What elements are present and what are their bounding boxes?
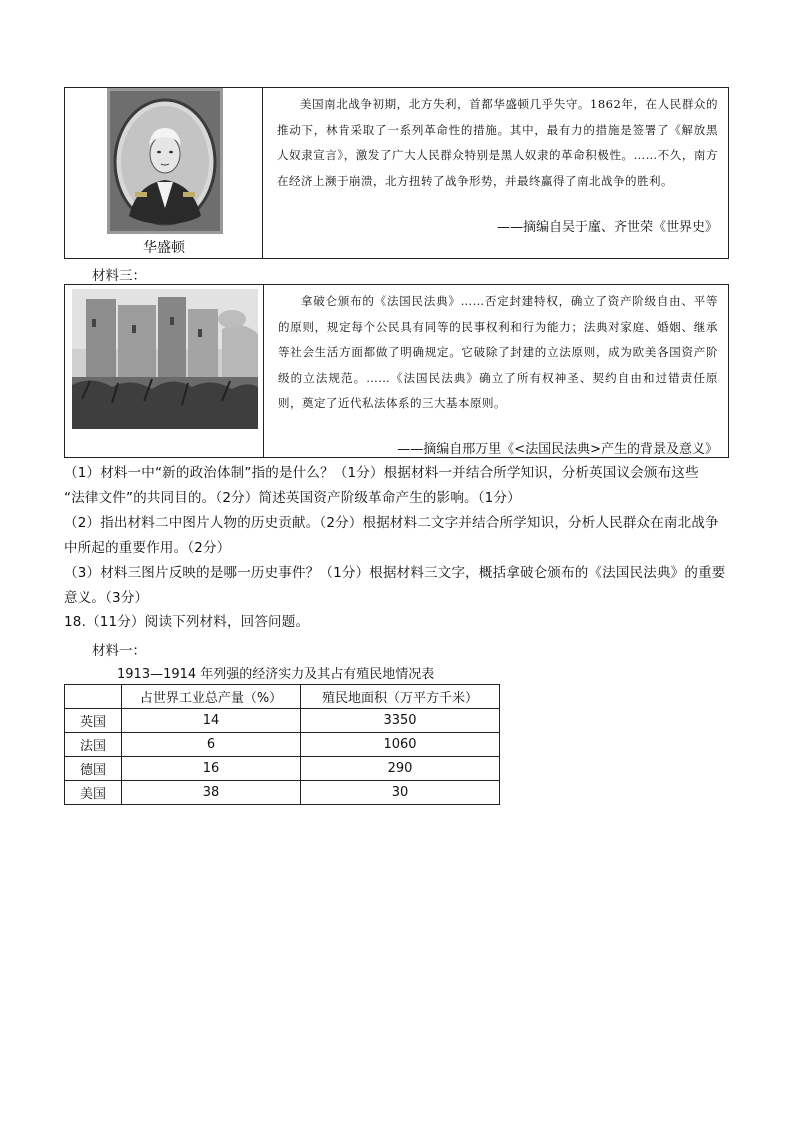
- table-cell-industry: 6: [122, 733, 301, 757]
- material3-box: [64, 284, 729, 458]
- material2-box: [64, 87, 729, 259]
- q2-line1: （2）指出材料二中图片人物的历史贡献。（2分）根据材料二文字并结合所学知识，分析人民群众在南北战争: [64, 515, 719, 531]
- material3-text-cell: [264, 285, 728, 457]
- table-cell-colony-area: 290: [301, 757, 500, 781]
- bastille-image-cell: [65, 285, 264, 457]
- table-row: [65, 709, 500, 733]
- table-row: [65, 757, 500, 781]
- colonies-table: [64, 684, 500, 805]
- table-cell-country: 美国: [65, 781, 122, 805]
- q18-material1-label: 材料一：: [92, 643, 146, 659]
- table-row: [65, 733, 500, 757]
- table-header-row: [65, 685, 500, 709]
- table-header-colony-area: 殖民地面积（万平方千米）: [301, 685, 500, 709]
- material3-text: 拿破仑颁布的《法国民法典》……否定封建特权，确立了资产阶级自由、平等的原则，规定每个公民具有同等的民事权利和行为能力；法典对家庭、婚姻、继承等社会生活方面都做了明确规定。它破除了封建的立法原则，成为欧美各国资产阶级的立法规范。……《法国民法典》确立了所有权神圣、契约自由和过错责任原则，奠定了近代私法体系的三大基本原则。: [278, 294, 718, 410]
- table-row: [65, 781, 500, 805]
- table-caption: 1913—1914 年列强的经济实力及其占有殖民地情况表: [117, 667, 435, 682]
- storming-of-bastille-image: [72, 289, 258, 429]
- table-header-country: [65, 685, 122, 709]
- material3-label: 材料三：: [92, 268, 146, 284]
- washington-portrait-image: [107, 88, 223, 234]
- table-cell-country: 德国: [65, 757, 122, 781]
- material2-source: ——摘编自吴于廑、齐世荣《世界史》: [496, 220, 718, 235]
- table-cell-country: 法国: [65, 733, 122, 757]
- q1-line2: “法律文件”的共同目的。（2分）简述英国资产阶级革命产生的影响。（1分）: [64, 490, 521, 506]
- table-cell-colony-area: 3350: [301, 709, 500, 733]
- table-cell-industry: 38: [122, 781, 301, 805]
- material3-source: ——摘编自邢万里《<法国民法典>产生的背景及意义》: [397, 442, 718, 457]
- table-cell-industry: 16: [122, 757, 301, 781]
- table-header-industry: 占世界工业总产量（%）: [122, 685, 301, 709]
- table-cell-industry: 14: [122, 709, 301, 733]
- portrait-cell: [65, 88, 263, 258]
- table-cell-colony-area: 1060: [301, 733, 500, 757]
- q2-line2: 中所起的重要作用。（2分）: [64, 540, 231, 556]
- q3-line1: （3）材料三图片反映的是哪一历史事件？（1分）根据材料三文字，概括拿破仑颁布的《法国民法典》的重要: [64, 565, 726, 581]
- q3-line2: 意义。（3分）: [64, 590, 149, 606]
- material2-text: 美国南北战争初期，北方失利，首都华盛顿几乎失守。1862年，在人民群众的推动下，林肯采取了一系列革命性的措施。其中，最有力的措施是签署了《解放黑人奴隶宣言》，激发了广大人民群众特别是黑人奴隶的革命积极性。……不久，南方在经济上濒于崩溃，北方扭转了战争形势，并最终赢得了南北战争的胜利。: [277, 97, 718, 188]
- portrait-caption: 华盛顿: [143, 240, 185, 256]
- table-cell-colony-area: 30: [301, 781, 500, 805]
- q18-heading: 18.（11分）阅读下列材料，回答问题。: [64, 614, 310, 630]
- table-cell-country: 英国: [65, 709, 122, 733]
- material2-text-cell: [263, 88, 728, 258]
- q1-line1: （1）材料一中“新的政治体制”指的是什么？（1分）根据材料一并结合所学知识，分析英国议会颁布这些: [64, 465, 699, 481]
